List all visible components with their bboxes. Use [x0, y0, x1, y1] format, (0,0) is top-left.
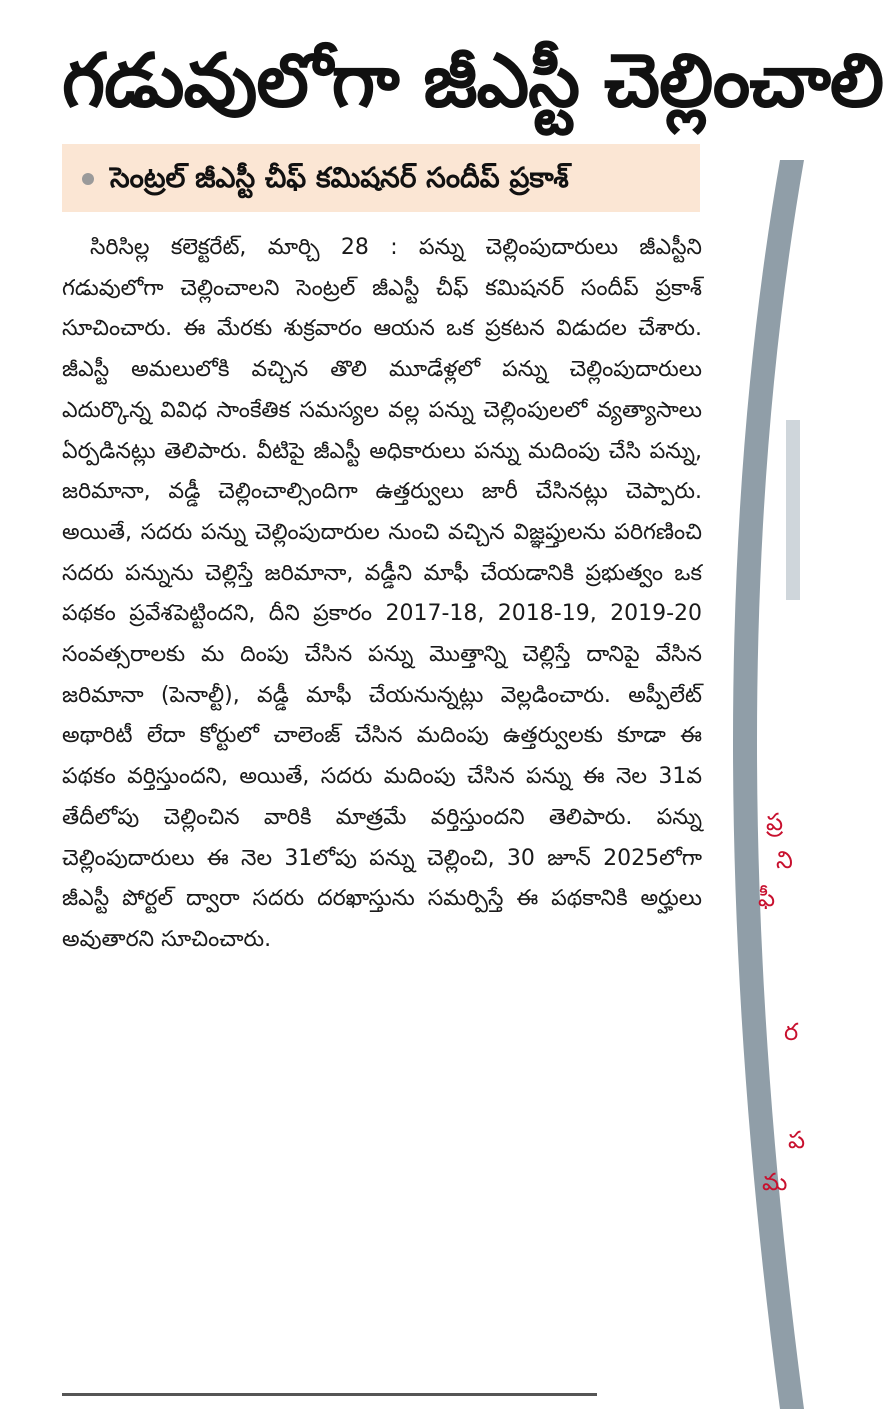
- column-divider: [62, 1393, 597, 1396]
- subheadline-band: [62, 144, 700, 212]
- side-fragment-4: ర: [784, 1018, 799, 1046]
- article-subheadline: సెంట్రల్ జీఎస్టీ చీఫ్ కమిషనర్ సందీప్ ప్రకాశ్: [110, 161, 569, 194]
- adjacent-article-fragment: [700, 0, 806, 1409]
- bullet-icon: [82, 173, 94, 185]
- side-fragment-1: ప్ర: [766, 808, 784, 836]
- article-body: సిరిసిల్ల కలెక్టరేట్, మార్చి 28 : పన్ను చెల్లింపుదారులు జీఎస్టీని గడువులోగా చెల్లించాలని సెంట్రల్ జీఎస్టీ చీఫ్ కమిషనర్ సందీప్ ప్రకాశ్ సూచించారు. ఈ మేరకు శుక్రవారం ఆయన ఒక ప్రకటన విడుదల చేశారు. జీఎస్టీ అమలులోకి వచ్చిన తొలి మూడేళ్లలో పన్ను చెల్లింపుదారులు ఎదుర్కొన్న వివిధ సాంకేతిక సమస్యల వల్ల పన్ను చెల్లింపులలో వ్యత్యాసాలు ఏర్పడినట్లు తెలిపారు. వీటిపై జీఎస్టీ అధికారులు పన్ను మదింపు చేసి పన్ను, జరిమానా, వడ్డీ చెల్లించాల్సిందిగా ఉత్తర్వులు జారీ చేసినట్లు చెప్పారు. అయితే, సదరు పన్ను చెల్లింపుదారుల నుంచి వచ్చిన విజ్ఞప్తులను పరిగణించి సదరు పన్నును చెల్లిస్తే జరిమానా, వడ్డీని మాఫీ చేయడానికి ప్రభుత్వం ఒక పథకం ప్రవేశపెట్టిందని, దీని ప్రకారం 2017-18, 2018-19, 2019-20 సంవత్సరాలకు మ దింపు చేసిన పన్ను మొత్తాన్ని చెల్లిస్తే దానిపై వేసిన జరిమానా (పెనాల్టీ), వడ్డీ మాఫీ చేయనున్నట్లు వెల్లడించారు. అప్పీలేట్ అథారిటీ లేదా కోర్టులో చాలెంజ్ చేసిన మదింపు ఉత్తర్వులకు కూడా ఈ పథకం వర్తిస్తుందని, అయితే, సదరు మదింపు చేసిన పన్ను ఈ నెల 31వ తేదీలోపు చెల్లించిన వారికి మాత్రమే వర్తిస్తుందని తెలిపారు. పన్ను చెల్లింపుదారులు ఈ నెల 31లోపు పన్ను చెల్లించి, 30 జూన్ 2025లోగా జీఎస్టీ పోర్టల్ ద్వారా సదరు దరఖాస్తును సమర్పిస్తే ఈ పథకానికి అర్హులు అవుతారని సూచించారు.: [62, 235, 702, 952]
- side-fragment-6: మ: [762, 1168, 788, 1196]
- article-headline: గడువులోగా జీఎస్టీ చెల్లించాలి: [62, 38, 883, 124]
- side-fragment-3: ఫీ: [758, 884, 776, 912]
- side-fragment-5: ప: [788, 1126, 806, 1154]
- side-fragment-2: ని: [776, 846, 793, 874]
